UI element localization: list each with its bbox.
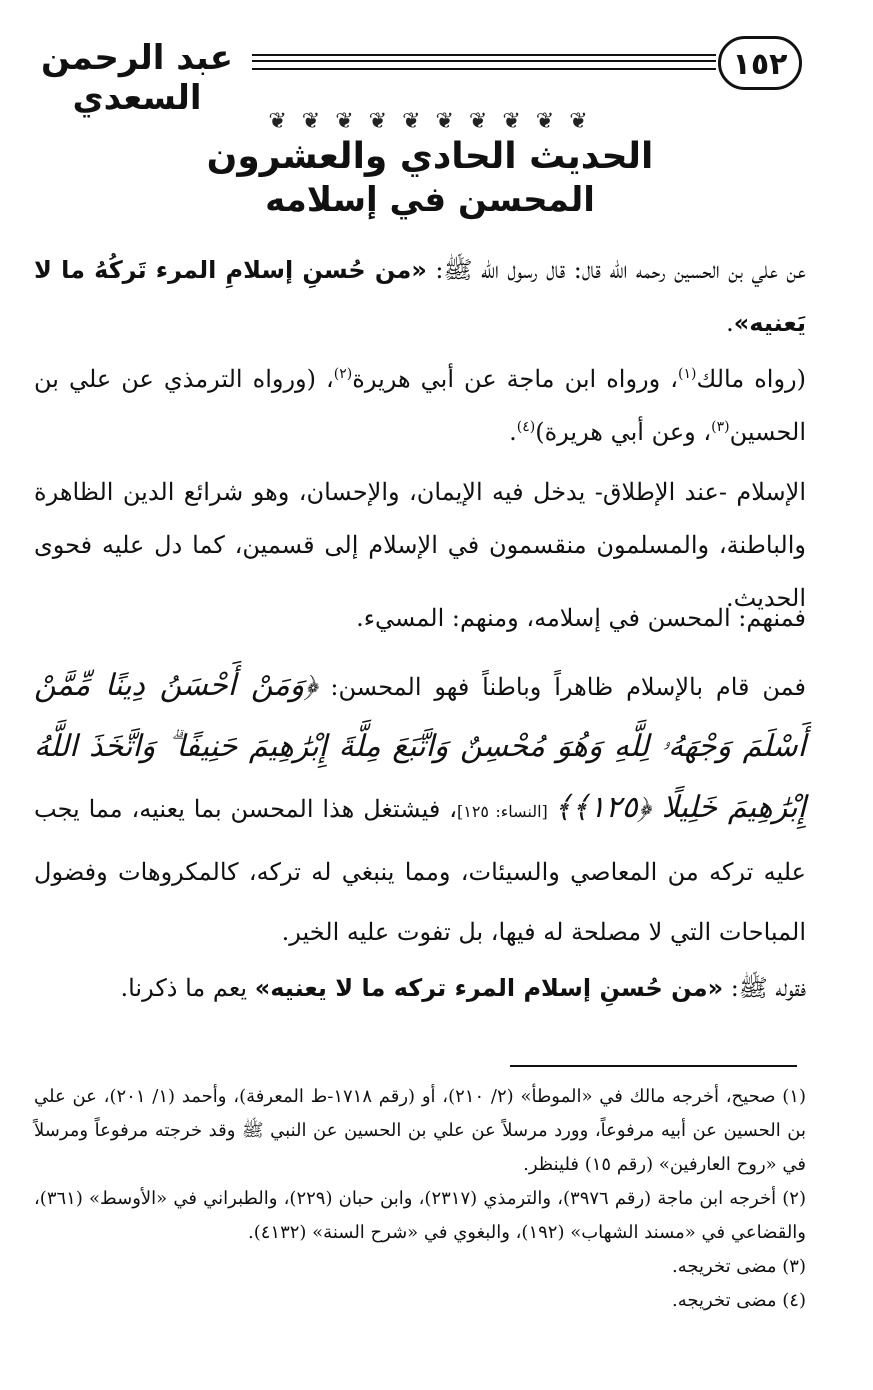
hadith-text: «من حُسنِ إسلام المرء تركه ما لا يعنيه» [254,974,724,1002]
footnote-ref[interactable]: (٢) [333,366,353,382]
paragraph-muhsin [34,656,806,962]
hadith-text: «من حُسنِ إسلامِ المرء تَركُهُ ما لا يَعنيه» [34,256,806,337]
punctuation: . [509,418,517,446]
narration-text: (رواه مالك [696,365,807,393]
muhsin-paragraph [34,656,806,962]
paragraph-narration [34,353,806,459]
footnote-ref[interactable]: (١) [678,366,697,382]
chapter-title [180,110,680,230]
page-number: ١٥٢ [718,36,802,90]
conclusion-intro: فقوله ﷺ: [723,974,806,1002]
footnote-4: (٤) مضى تخريجه. [672,1290,806,1311]
author-name: عبد الرحمن السعدي [40,38,234,118]
quran-reference: [النساء: ١٢٥] [456,802,555,821]
paragraph-islam: الإسلام -عند الإطلاق- يدخل فيه الإيمان، والإحسان، وهو شرائع الدين الظاهرة والباطنة، والمسلمون منقسمون في الإسلام إلى قسمين، كما دل عليه فحوى الحديث. [34,478,807,612]
quran-verse: ﴿وَمَنْ أَحْسَنُ دِينًا مِّمَّنْ أَسْلَمَ وَجْهَهُۥ لِلَّهِ وَهُوَ مُحْسِنٌ وَاتَّبَعَ مِلَّةَ إِبْرَٰهِيمَ حَنِيفًا ۗ وَاتَّخَذَ اللَّهُ إِبْرَٰهِيمَ خَلِيلًا ﴿١٢٥﴾﴾ [34,668,806,825]
muhsin-intro: فمن قام بالإسلام ظاهراً وباطناً فهو المحسن: [317,673,806,701]
footnote-ref[interactable]: (٤) [516,419,536,435]
hadith-intro: عن علي بن الحسين رحمه الله قال: قال رسول الله ﷺ: [426,256,806,284]
narration-text: ، وعن أبي هريرة) [535,418,712,446]
narration-text: ، (ورواه الترمذي عن علي بن الحسين [34,365,806,446]
footnote-1: (١) صحيح، أخرجه مالك في «الموطأ» (٢/ ٢١٠)، أو (رقم ١٧١٨-ط المعرفة)، وأحمد (١/ ٢٠١)، عن علي بن الحسين عن أبيه مرفوعاً، وورد مرسلاً عن علي بن الحسين عن النبي ﷺ وقد خرجته مرفوعاً ومرسلاً في «روح العارفين» (رقم ١٥) فلينظر. [34,1086,806,1175]
header-rule [252,68,716,70]
footnote-divider [510,1065,797,1067]
muhsin-rest: ، فيشتغل هذا المحسن بما يعنيه، مما يجب عليه تركه من المعاصي والسيئات، ومما ينبغي له تركه، كالمكروهات وفضول المباحات التي لا مصلحة له فيها، بل تفوت عليه الخير. [34,795,806,946]
narration-paragraph [34,353,806,459]
chapter-title-line2: المحسن في إسلامه [265,180,595,220]
conclusion-paragraph [34,962,806,1015]
footnotes [34,1080,806,1318]
paragraph-hadith [34,244,806,350]
footnote-ref[interactable]: (٣) [711,419,730,435]
main-text [34,244,806,350]
chapter-title-line1: الحديث الحادي والعشرون [206,136,654,177]
page-header [22,36,812,118]
header-rule [252,54,716,56]
footnote-2: (٢) أخرجه ابن ماجة (رقم ٣٩٧٦)، والترمذي (٢٣١٧)، وابن حبان (٢٢٩)، والطبراني في «الأوسط» (٣٦١)، والقضاعي في «مسند الشهاب» (١٩٢)، والبغوي في «شرح السنة» (٤١٣٢). [34,1188,806,1243]
conclusion-end: يعم ما ذكرنا. [120,974,255,1002]
paragraph-conclusion [34,962,806,1015]
narration-text: ، ورواه ابن ماجة عن أبي هريرة [352,365,679,393]
paragraph-division: فمنهم: المحسن في إسلامه، ومنهم: المسيء. [356,604,806,632]
title-ornament: ❦ ❦ ❦ ❦ ❦ ❦ ❦ ❦ ❦ ❦ [268,109,592,134]
footnote-3: (٣) مضى تخريجه. [672,1256,806,1277]
punctuation: . [726,309,734,337]
header-rule [252,60,716,62]
division-paragraph [34,592,806,645]
